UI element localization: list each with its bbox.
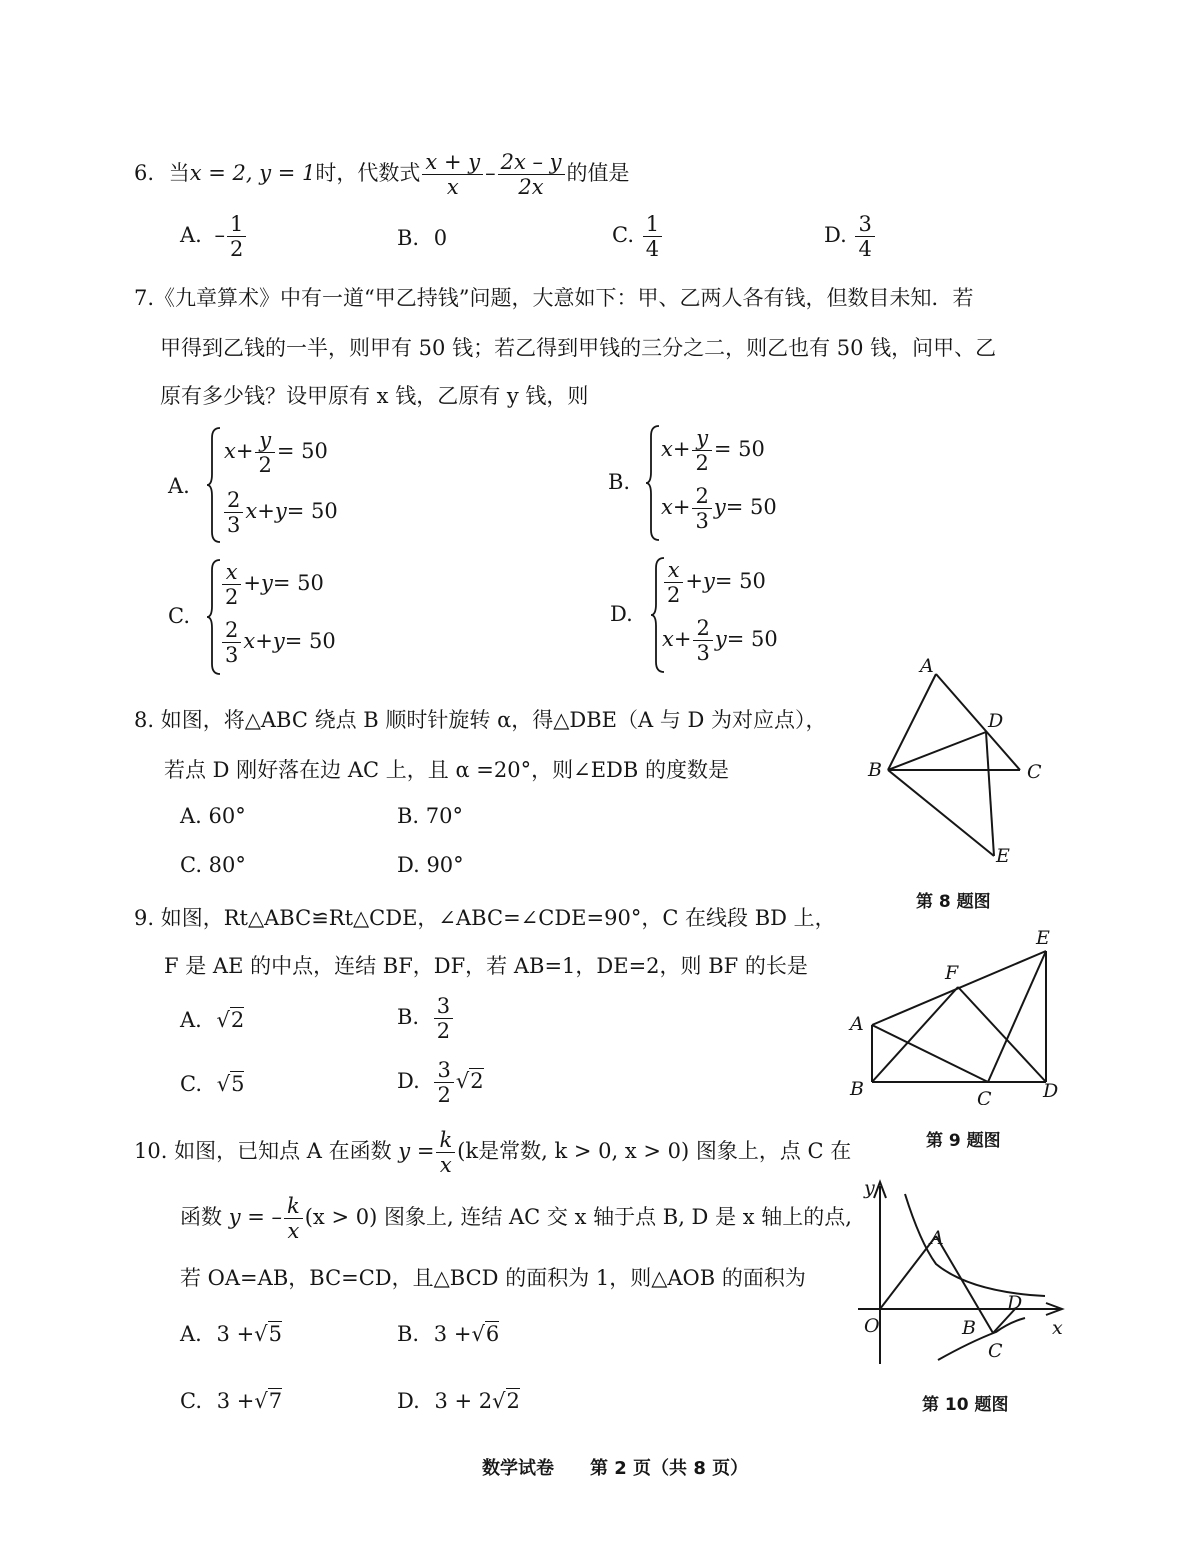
q10-option-d[interactable]: D. 3 + 2√2 [397, 1389, 520, 1413]
q10-option-b[interactable]: B. 3 +√6 [397, 1322, 500, 1346]
q9-option-c[interactable]: C. √5 [180, 1072, 245, 1096]
q6-option-d[interactable]: D. $\frac{3}{4}$ [824, 212, 877, 261]
q7-option-a-label[interactable]: A. [168, 474, 190, 498]
q8-option-c[interactable]: C. 80° [180, 853, 246, 877]
q7-option-b-label[interactable]: B. [608, 470, 631, 494]
q7-line3: 原有多少钱？设甲原有 x 钱，乙原有 y 钱，则 [160, 384, 589, 408]
q9-option-a[interactable]: A. √2 [180, 1008, 245, 1032]
q8-option-b[interactable]: B. 70° [397, 804, 464, 828]
q7-option-c-system[interactable]: $\frac{x}{2}$ +y= 50 $\frac{2}{3}$ x+y= 50 [206, 558, 356, 676]
q10-number: 10. [134, 1139, 168, 1163]
fig9-label-c: C [977, 1088, 992, 1105]
fig9-label-a: A [850, 1013, 864, 1035]
q6-y-eq: y = 1 [259, 161, 316, 186]
q6-stem [134, 150, 630, 199]
q9-option-d[interactable]: D. $\frac{3}{2}$ √2 [397, 1058, 484, 1108]
figure-9 [840, 925, 1070, 1105]
fig10-label-x: x [1052, 1317, 1063, 1339]
fig10-label-c: C [988, 1340, 1003, 1362]
page-footer: 数学试卷 第 2 页（共 8 页） [482, 1458, 749, 1479]
fig9-label-e: E [1036, 927, 1050, 949]
q10-line3: 若 OA=AB，BC=CD，且△BCD 的面积为 1，则△AOB 的面积为 [180, 1266, 806, 1290]
figure-9-caption: 第 9 题图 [926, 1131, 1001, 1151]
q10-line1: 10. 如图，已知点 A 在函数 y = $\frac{k}{x}$ (k是常数, k > 0, x > 0) 图象上，点 C 在 [134, 1127, 852, 1177]
figure-10 [850, 1172, 1070, 1372]
q7-line1: 7.《九章算术》中有一道“甲乙持钱”问题，大意如下：甲、乙两人各有钱，但数目未知．若 [134, 286, 974, 310]
fig10-label-o: O [864, 1315, 880, 1337]
figure-10-caption: 第 10 题图 [922, 1395, 1009, 1415]
q6-mid: 时，代数式 [315, 161, 421, 186]
q6-option-a[interactable]: A. – $\frac{1}{2}$ [180, 212, 248, 261]
q10-option-c[interactable]: C. 3 +√7 [180, 1389, 283, 1413]
q9-line2: F 是 AE 的中点，连结 BF，DF，若 AB=1，DE=2，则 BF 的长是 [164, 954, 808, 978]
figure-8 [860, 650, 1060, 880]
q7-number: 7. [134, 286, 155, 310]
q8-number: 8. [134, 708, 155, 732]
q6-stem-suffix: 的值是 [566, 161, 630, 186]
q8-option-d[interactable]: D. 90° [397, 853, 464, 877]
q7-option-d-system[interactable]: $\frac{x}{2}$ +y= 50 x+ $\frac{2}{3}$ y= 50 [650, 556, 800, 674]
q8-option-a[interactable]: A. 60° [180, 804, 246, 828]
fig10-label-d: D [1007, 1292, 1023, 1314]
figure-8-caption: 第 8 题图 [916, 892, 991, 912]
q9-line1: 9. 如图，Rt△ABC≌Rt△CDE，∠ABC=∠CDE=90°，C 在线段 BD 上， [134, 906, 836, 930]
fig10-label-b: B [962, 1317, 976, 1339]
q10-line2: 函数 y = – $\frac{k}{x}$ (x > 0) 图象上, 连结 AC 交 x 轴于点 B, D 是 x 轴上的点, [180, 1193, 852, 1243]
q6-frac1: $\frac{x + y}{x}$ [422, 150, 483, 199]
q6-option-b[interactable]: B. 0 [397, 226, 448, 250]
q6-stem-prefix: 当 [168, 161, 190, 186]
fig8-label-e: E [996, 845, 1010, 867]
q6-minus: – [485, 161, 496, 186]
fig9-label-d: D [1043, 1080, 1059, 1102]
left-brace-icon [206, 426, 222, 544]
fig10-label-a: A [930, 1227, 944, 1249]
q6-frac2: $\frac{2x - y}{2x}$ [498, 150, 565, 199]
left-brace-icon [645, 424, 661, 542]
q8-line1: 8. 如图，将△ABC 绕点 B 顺时针旋转 α，得△DBE（A 与 D 为对应点）， [134, 708, 827, 732]
q7-option-a-system[interactable]: x+ $\frac{y}{2}$ = 50 $\frac{2}{3}$ x+y= 50 [206, 426, 356, 544]
fig9-label-f: F [945, 962, 959, 984]
fig10-label-y: y [864, 1177, 875, 1199]
q7-option-d-label[interactable]: D. [610, 602, 633, 626]
fig8-label-a: A [920, 655, 934, 677]
q7-option-c-label[interactable]: C. [168, 604, 190, 628]
q7-option-b-system[interactable]: x+ $\frac{y}{2}$ = 50 x+ $\frac{2}{3}$ y= 50 [645, 424, 795, 542]
q6-option-c[interactable]: C. $\frac{1}{4}$ [612, 212, 664, 261]
fig8-label-d: D [988, 710, 1004, 732]
q9-number: 9. [134, 906, 155, 930]
q7-line2: 甲得到乙钱的一半，则甲有 50 钱；若乙得到甲钱的三分之二，则乙也有 50 钱，问甲、乙 [160, 336, 997, 360]
q10-option-a[interactable]: A. 3 +√5 [180, 1322, 282, 1346]
q9-option-b[interactable]: B. $\frac{3}{2}$ [397, 994, 455, 1043]
fig8-label-c: C [1027, 761, 1042, 783]
q6-number: 6. [134, 161, 155, 186]
q8-line2: 若点 D 刚好落在边 AC 上，且 α =20°，则∠EDB 的度数是 [164, 758, 729, 782]
q6-x-eq: x = 2, [189, 161, 253, 186]
fig8-label-b: B [868, 759, 882, 781]
fig9-label-b: B [850, 1078, 864, 1100]
